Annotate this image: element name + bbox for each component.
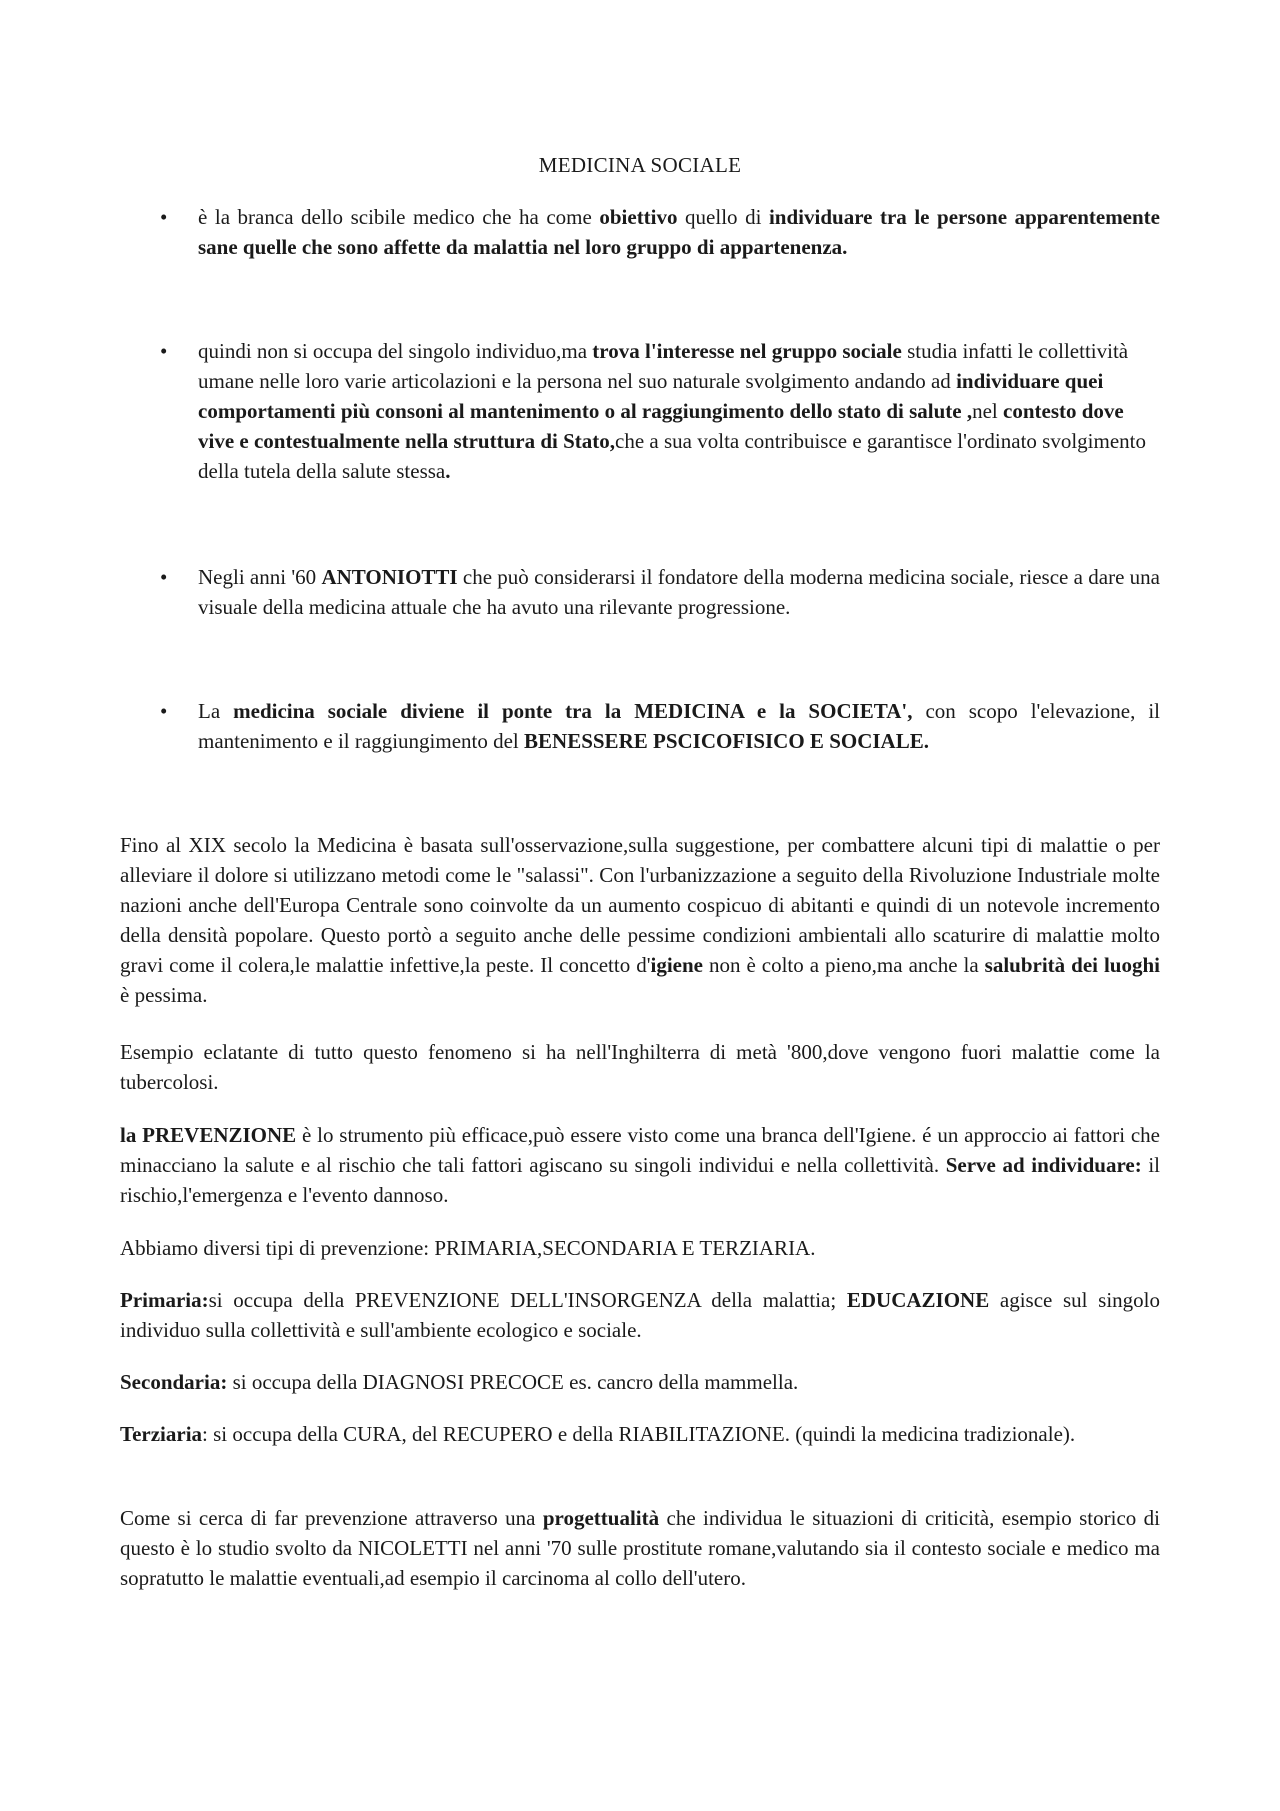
text-run-bold: Serve ad individuare: <box>945 1153 1142 1177</box>
text-run-bold: EDUCAZIONE <box>846 1288 990 1312</box>
text-run-bold: individuare quei comportamenti più consoni al mantenimento o al raggiungimento dello stato di salute , <box>198 369 1104 423</box>
text-run: non è colto a pieno,ma anche la <box>702 953 985 977</box>
bullet-icon: • <box>160 205 168 229</box>
text-run-bold: Secondaria: <box>120 1370 228 1394</box>
bullet-icon: • <box>160 565 168 589</box>
text-run-bold: igiene <box>650 953 703 977</box>
text-run: che individua le situazioni di criticità, esempio storico di questo è lo studio svolto da NICOLETTI nel anni '70 sulle prostitute romane,valutando sia il contesto sociale e medico ma sopratutto le malattie eventuali,ad esempio il carcinoma al collo dell'utero. <box>120 1506 1160 1590</box>
bullet-icon: • <box>160 339 168 363</box>
bullet-text <box>198 202 1160 262</box>
text-run-bold: contesto dove vive e contestualmente nella struttura di Stato, <box>198 399 1124 453</box>
text-run: quello di <box>677 205 769 229</box>
text-run: Negli anni '60 <box>198 565 322 589</box>
body-paragraph <box>120 1367 1160 1397</box>
body-paragraph <box>120 1285 1160 1345</box>
text-run-bold: la PREVENZIONE <box>120 1123 297 1147</box>
text-run: Abbiamo diversi tipi di prevenzione: PRIMARIA,SECONDARIA E TERZIARIA. <box>120 1236 816 1260</box>
text-run: che a sua volta contribuisce e garantisce l'ordinato svolgimento della tutela della salute stessa <box>198 429 1146 483</box>
text-run-bold: individuare tra le persone apparentemente sane quelle che sono affette da malattia nel loro gruppo di appartenenza. <box>198 205 1160 259</box>
text-run-bold: Primaria: <box>120 1288 209 1312</box>
bullet-text <box>198 562 1160 622</box>
text-run: La <box>198 699 234 723</box>
bullet-text <box>198 336 1160 486</box>
text-run: si occupa della PREVENZIONE DELL'INSORGENZA della malattia; <box>208 1288 847 1312</box>
text-run-bold: salubrità dei luoghi <box>984 953 1160 977</box>
text-run: quindi non si occupa del singolo individuo,ma <box>198 339 593 363</box>
text-run: il rischio,l'emergenza e l'evento dannoso. <box>120 1153 1161 1207</box>
text-run: nel <box>972 399 1003 423</box>
text-run-bold: . <box>445 459 451 483</box>
body-paragraph <box>120 1120 1160 1210</box>
bullet-icon: • <box>160 699 168 723</box>
text-run: : si occupa della CURA, del RECUPERO e della RIABILITAZIONE. (quindi la medicina tradizionale). <box>202 1422 1076 1446</box>
bullet-text <box>198 696 1160 756</box>
body-paragraph <box>120 1419 1160 1449</box>
body-paragraph <box>120 1037 1160 1097</box>
bullet-item <box>160 562 1160 622</box>
bullet-item <box>160 696 1160 756</box>
page-title: MEDICINA SOCIALE <box>538 153 742 177</box>
text-run: agisce sul singolo individuo sulla collettività e sull'ambiente ecologico e sociale. <box>120 1288 1160 1342</box>
text-run-bold: medicina sociale diviene il ponte tra la MEDICINA e la SOCIETA', <box>233 699 913 723</box>
bullet-item <box>160 336 1160 486</box>
text-run-bold: obiettivo <box>599 205 678 229</box>
text-run-bold: ANTONIOTTI <box>321 565 458 589</box>
body-paragraph <box>120 1233 1160 1263</box>
body-paragraph <box>120 830 1160 1010</box>
bullet-item <box>160 202 1160 262</box>
text-run-bold: trova l'interesse nel gruppo sociale <box>592 339 902 363</box>
text-run: è lo strumento più efficace,può essere visto come una branca dell'Igiene. é un approccio ai fattori che minacciano la salute e al rischio che tali fattori agiscano su singoli individui e nella collettività. <box>120 1123 1160 1177</box>
text-run: con scopo l'elevazione, il mantenimento e il raggiungimento del <box>198 699 1160 753</box>
text-run: è pessima. <box>120 983 208 1007</box>
text-run: è la branca dello scibile medico che ha come <box>198 205 600 229</box>
text-run: Come si cerca di far prevenzione attraverso una <box>120 1506 543 1530</box>
text-run-bold: BENESSERE PSCICOFISICO E SOCIALE. <box>524 729 929 753</box>
text-run: si occupa della DIAGNOSI PRECOCE es. cancro della mammella. <box>227 1370 799 1394</box>
text-run-bold: Terziaria <box>120 1422 203 1446</box>
text-run: Esempio eclatante di tutto questo fenomeno si ha nell'Inghilterra di metà '800,dove vengono fuori malattie come la tubercolosi. <box>120 1040 1160 1094</box>
text-run: che può considerarsi il fondatore della moderna medicina sociale, riesce a dare una visuale della medicina attuale che ha avuto una rilevante progressione. <box>198 565 1160 619</box>
text-run: studia infatti le collettività umane nelle loro varie articolazioni e la persona nel suo naturale svolgimento andando ad <box>198 339 1129 393</box>
text-run: Fino al XIX secolo la Medicina è basata sull'osservazione,sulla suggestione, per combattere alcuni tipi di malattie o per alleviare il dolore si utilizzano metodi come le "salassi". Con l'urbanizzazione a seguito della Rivoluzione Industriale molte nazioni anche dell'Europa Centrale sono coinvolte da un aumento cospicuo di abitanti e quindi di un notevole incremento della densità popolare. Questo portò a seguito anche delle pessime condizioni ambientali allo scaturire di malattie molto gravi come il colera,le malattie infettive,la peste. Il concetto d' <box>120 833 1160 977</box>
text-run-bold: progettualità <box>542 1506 660 1530</box>
body-paragraph <box>120 1503 1160 1593</box>
